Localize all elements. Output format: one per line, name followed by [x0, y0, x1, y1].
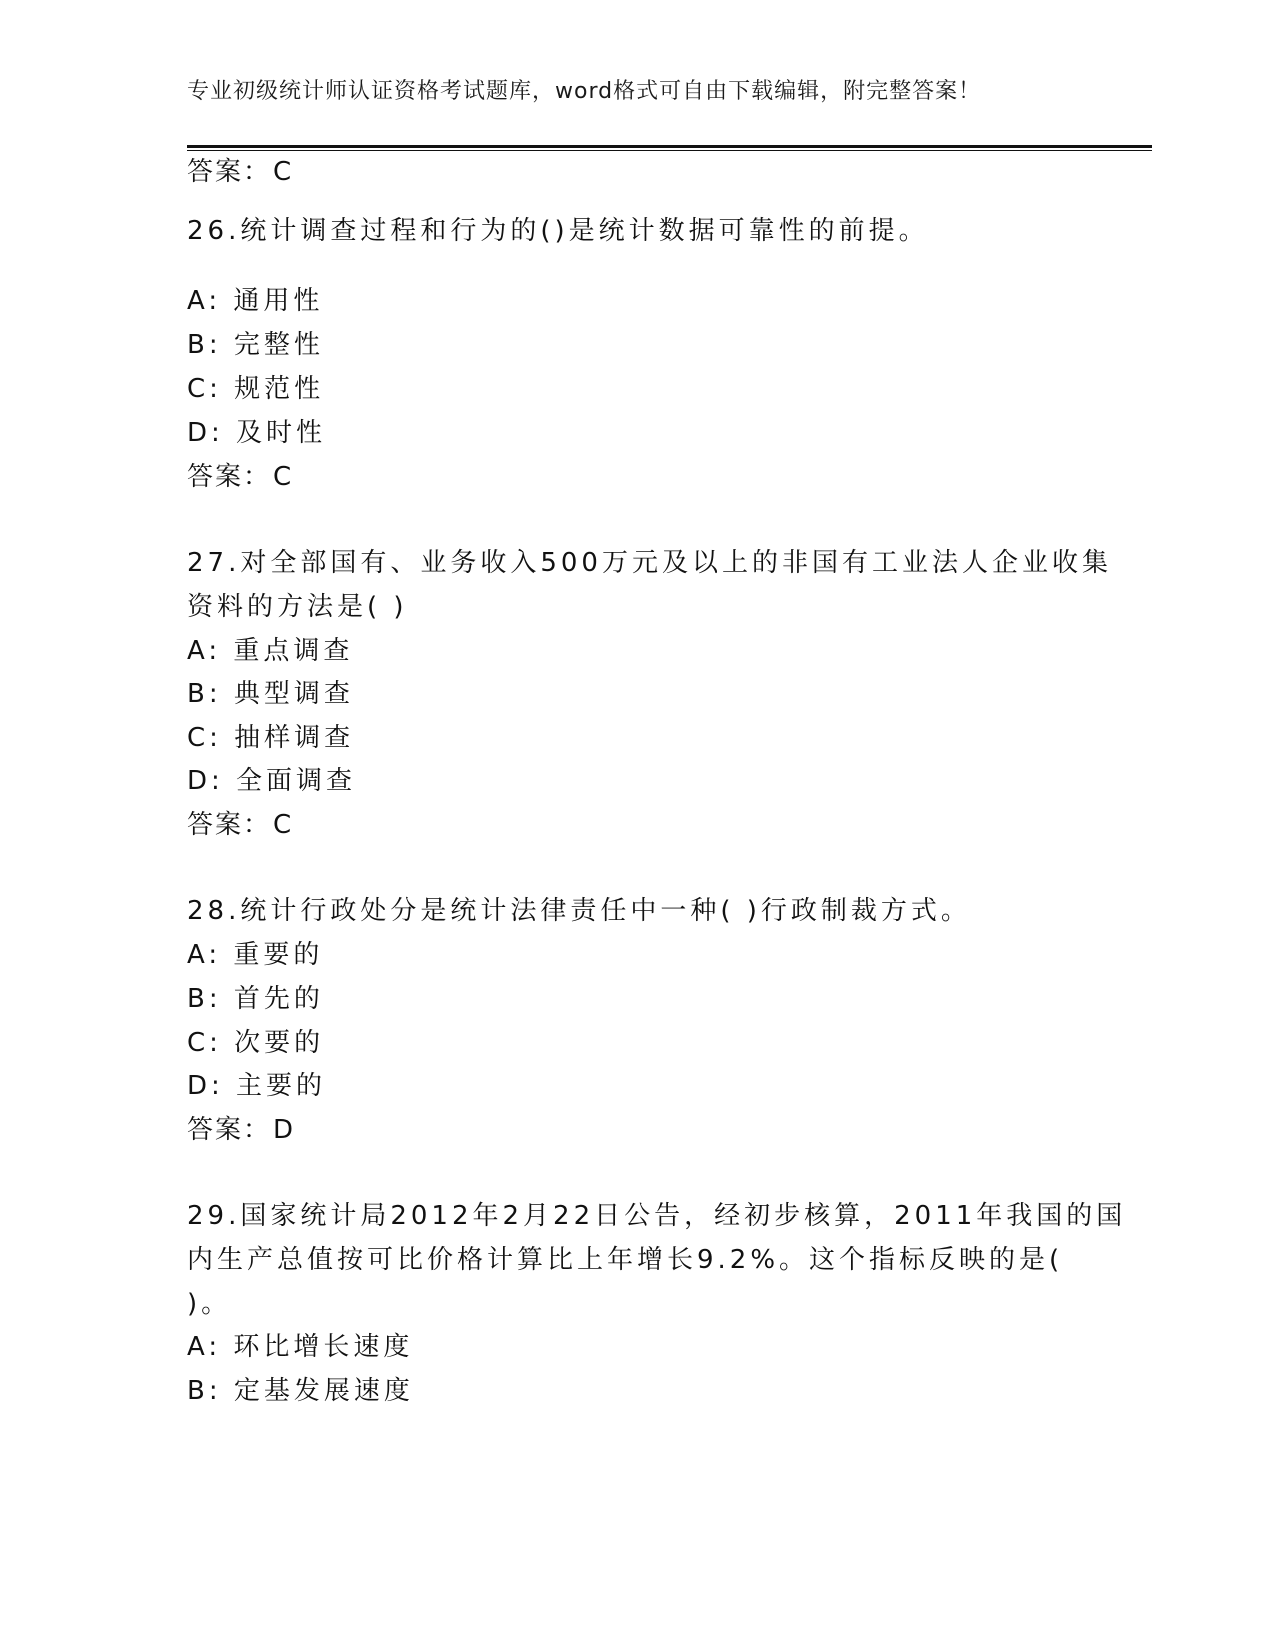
page-header: 专业初级统计师认证资格考试题库，word格式可自由下载编辑，附完整答案！	[187, 79, 982, 104]
question-stem: 29.国家统计局2012年2月22日公告，经初步核算，2011年我国的国	[187, 1201, 1127, 1231]
option-a: A: 重要的	[187, 940, 324, 970]
option-c: C: 抽样调查	[187, 723, 355, 753]
question-stem: 26.统计调查过程和行为的()是统计数据可靠性的前提。	[187, 216, 929, 246]
option-c: C: 规范性	[187, 374, 325, 404]
option-a: A: 环比增长速度	[187, 1332, 414, 1362]
question-stem-continued: )。	[187, 1289, 232, 1319]
answer-line	[187, 1114, 295, 1146]
answer-line	[187, 809, 293, 841]
option-b: B: 定基发展速度	[187, 1376, 414, 1406]
answer-value: D	[273, 1115, 296, 1145]
option-d: D: 及时性	[187, 418, 327, 448]
answer-value: C	[273, 462, 294, 492]
question-stem-continued: 资料的方法是( )	[187, 592, 408, 622]
answer-value: C	[273, 157, 294, 187]
option-a: A: 通用性	[187, 286, 324, 316]
question-stem: 28.统计行政处分是统计法律责任中一种( )行政制裁方式。	[187, 896, 971, 926]
answer-label: 答案：	[187, 157, 272, 187]
option-c: C: 次要的	[187, 1028, 325, 1058]
option-a: A: 重点调查	[187, 636, 354, 666]
answer-value: C	[273, 810, 294, 840]
answer-label: 答案：	[187, 1115, 272, 1145]
option-d: D: 主要的	[187, 1071, 327, 1101]
option-b: B: 首先的	[187, 984, 324, 1014]
header-divider-thin	[187, 150, 1152, 151]
answer-line	[187, 156, 293, 188]
question-stem-continued: 内生产总值按可比价格计算比上年增长9.2%。这个指标反映的是(	[187, 1245, 1064, 1275]
answer-label: 答案：	[187, 462, 272, 492]
option-d: D: 全面调查	[187, 766, 357, 796]
answer-line	[187, 461, 293, 493]
answer-label: 答案：	[187, 810, 272, 840]
option-b: B: 典型调查	[187, 679, 354, 709]
question-stem: 27.对全部国有、业务收入500万元及以上的非国有工业法人企业收集	[187, 548, 1112, 578]
header-divider	[187, 145, 1152, 148]
option-b: B: 完整性	[187, 330, 324, 360]
